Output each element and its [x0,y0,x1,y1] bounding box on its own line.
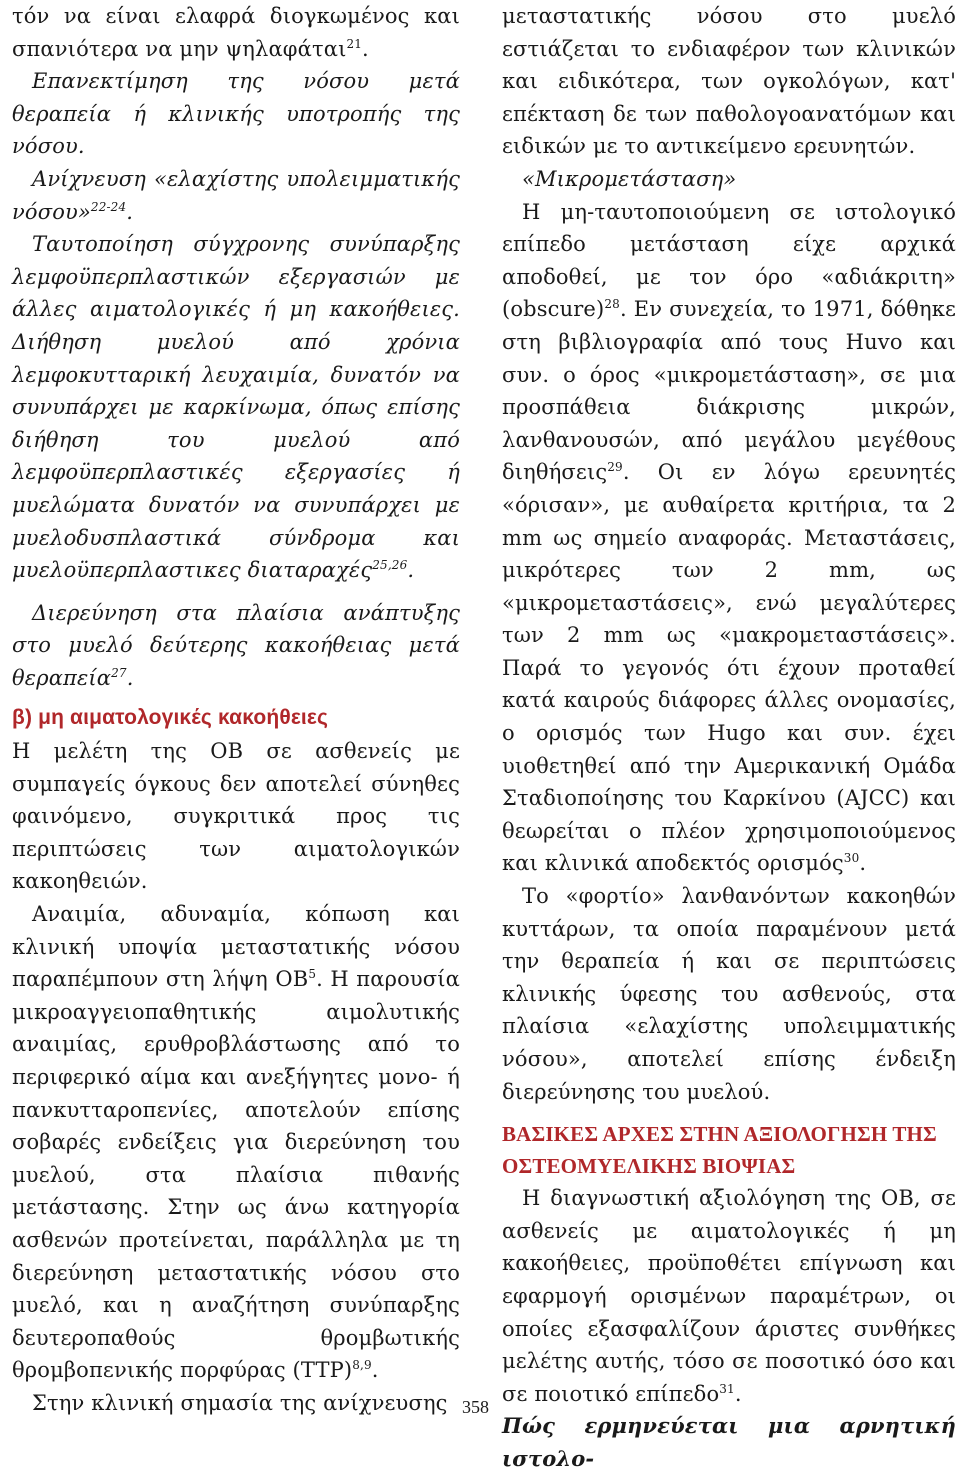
text: μεταστατικής νόσου στο μυελό εστιάζεται το ενδιαφέρον των κλινικών και ειδικότερα, των ογκολόγων, κατ' επέκταση δε των παθολογοανατόμων και ειδικών με το αντικείμενο ερευνητών. [502,4,956,159]
text: Η μελέτη της ΟΒ σε ασθενείς με συμπαγείς όγκους δεν αποτελεί σύνηθες φαινόμενο, συγκριτικά προς τις περιπτώσεις των αιματολογικών κακοηθειών. [12,739,460,894]
text: Η διαγνωστική αξιολόγηση της ΟΒ, σε ασθενείς με αιματολογικές ή μη κακοήθειες, προϋποθέτει επίγνωση και εφαρμογή ορισμένων παραμέτρων, οι οποίες εξασφαλίζουν άριστες συνθήκες μελέτης αυτής, τόσο σε ποσοτικό όσο και σε ποιοτικό επίπεδο [502,1186,956,1406]
paragraph: Ταυτοποίηση σύγχρονης συνύπαρξης λεμφοϋπερπλαστικών εξεργασιών με άλλες αιματολογικές ή μη κακοήθειες. Διήθηση μυελού από χρόνια λεμφοκυτταρική λευχαιμία, δυνατόν να συνυπάρχει με καρκίνωμα, όπως επίσης διήθηση του μυελού από λεμφοϋπερπλαστικές εξεργασίες ή μυελώματα δυνατόν να συνυπάρχει με μυελοδυσπλαστικά σύνδρομα και μυελοϋπερπλαστικες διαταραχές$^{25,26}$. [12,232,460,583]
subheading: «Μικρομετάσταση» [522,166,737,191]
paragraph [12,65,460,163]
text: Αναιμία, αδυναμία, κόπωση και κλινική υποψία μεταστατικής νόσου παραπέμπουν στη λήψη ΟΒ [12,902,460,992]
citation: 29 [607,460,623,475]
paragraph [12,735,460,898]
paragraph: Διερεύνηση στα πλαίσια ανάπτυξης στο μυελό δεύτερης κακοήθειας μετά θεραπεία$^{27}$. [12,600,460,690]
paragraph [502,0,956,163]
left-column [12,0,460,1420]
citation: 28 [604,297,620,312]
citation: 27 [111,665,127,680]
subheading: Πώς ερμηνεύεται μια αρνητική ιστολο- [502,1413,956,1471]
paragraph: τόν να είναι ελαφρά διογκωμένος και σπανιότερα να μην ψηλαφάται$^{21}$. [12,4,460,61]
citation: 8,9 [352,1358,372,1373]
paragraph: Η διαγνωστική αξιολόγηση της ΟΒ, σε ασθενείς με αιματολογικές ή μη κακοήθειες, προϋποθέτει επίγνωση και εφαρμογή ορισμένων παραμέτρων, οι οποίες εξασφαλίζουν άριστες συνθήκες μελέτης αυτής, τόσο σε ποσοτικό όσο και σε ποιοτικό επίπεδο$^{31}$. [502,1186,956,1406]
citation: 5 [308,967,317,982]
text: Διερεύνηση στα πλαίσια ανάπτυξης στο μυελό δεύτερης κακοήθειας μετά θεραπεία [12,600,460,690]
text: Το «φορτίο» λανθανόντων κακοηθών κυττάρων, τα οποία παραμένουν μετά την θεραπεία ή και σε περιπτώσεις κλινικής ύφεσης του ασθενούς, στα πλαίσια «ελαχίστης υπολειμματικής νόσου», αποτελεί επίσης ένδειξη διερεύνησης του μυελού. [502,884,956,1104]
text: Η μη-ταυτοποιούμενη σε ιστολογικό επίπεδο μετάσταση είχε αρχικά αποδοθεί, με τον όρο «αδιάκριτη» (obscure) [502,199,956,322]
page-number: 358 [462,1397,489,1417]
text: Ταυτοποίηση σύγχρονης συνύπαρξης λεμφοϋπερπλαστικών εξεργασιών με άλλες αιματολογικές ή μη κακοήθειες. Διήθηση μυελού από χρόνια λεμφοκυτταρική λευχαιμία, δυνατόν να συνυπάρχει με καρκίνωμα, όπως επίσης διήθηση του μυελού από λεμφοϋπερπλαστικές εξεργασίες ή μυελώματα δυνατόν να συνυπάρχει με μυελοδυσπλαστικά σύνδρομα και μυελοϋπερπλαστικες διαταραχές [12,232,460,583]
citation: 30 [843,851,860,866]
text: Ανίχνευση «ελαχίστης υπολειμματικής νόσου» [12,166,460,224]
text: . Εν συνεχεία, το 1971, δόθηκε στη βιβλιογραφία από τους Huvo και συν. ο όρος «μικρομετάσταση», σε μια προσπάθεια διάκρισης μικρών, λανθανουσών, από μεγάλου μεγέθους διηθήσεις [502,297,956,485]
paragraph: Αναιμία, αδυναμία, κόπωση και κλινική υποψία μεταστατικής νόσου παραπέμπουν στη λήψη $OB^5$. Η παρουσία μικροαγγειοπαθητικής αιμολυτικής αναιμίας, ερυθροβλάστωσης από το περιφερικό αίμα και ανεξήγητες μονο- ή πανκυτταροπενίες, αποτελούν επίσης σοβαρές ενδείξεις για διερεύνηση του μυελού, στα πλαίσια πιθανής μετάστασης. Στην ως άνω κατηγορία ασθενών προτείνεται, παράλληλα με τη διερεύνηση μεταστατικής νόσου στο μυελό, και η αναζήτηση συνύπαρξης δευτεροπαθούς θρομβωτικής θρομβοπενικής πορφύρας (TTP)$^{8,9}$. [12,902,460,1383]
right-column [502,0,956,1476]
paragraph [12,1387,460,1420]
paragraph: Ανίχνευση «ελαχίστης υπολειμματικής νόσου»$^{22-24}$. [12,166,460,224]
paragraph [502,880,956,1108]
text: Στην κλινική σημασία της ανίχνευσης [32,1390,448,1415]
text: . Οι εν λόγω ερευνητές «όρισαν», με αυθαίρετα κριτήρια, τα 2 mm ως σημείο αναφοράς. Μεταστάσεις, μικρότερες των 2 mm, ως «μικρομεταστάσεις», ενώ μεγαλύτερες των 2 mm ως «μακρομεταστάσεις». Παρά το γεγονός ότι έχουν προταθεί κατά καιρούς διάφορες άλλες ονομασίες, ο ορισμός των Hugo και συν. έχει υιοθετηθεί από την Αμερικανική Ομάδα Σταδιοποίησης του Καρκίνου (AJCC) και θεωρείται ο πλέον χρησιμοποιούμενος και κλινικά αποδεκτός ορισμός [502,460,956,876]
citation: 22-24 [90,199,127,214]
text: . Η παρουσία μικροαγγειοπαθητικής αιμολυτικής αναιμίας, ερυθροβλάστωσης από το περιφερικό αίμα και ανεξήγητες μονο- ή πανκυτταροπενίες, αποτελούν επίσης σοβαρές ενδείξεις για διερεύνηση του μυελού, στα πλαίσια πιθανής μετάστασης. Στην ως άνω κατηγορία ασθενών προτείνεται, παράλληλα με τη διερεύνηση μεταστατικής νόσου στο μυελό, και η αναζήτηση συνύπαρξης δευτεροπαθούς θρομβωτικής θρομβοπενικής πορφύρας (TTP) [12,967,460,1383]
citation: 21 [346,36,363,51]
section-heading: β) μη αιματολογικές κακοήθειες [12,706,329,730]
citation: 25,26 [372,558,408,573]
citation: 31 [719,1381,735,1396]
paragraph: Η μη-ταυτοποιούμενη σε ιστολογικό επίπεδο μετάσταση είχε αρχικά αποδοθεί, με τον όρο «αδιάκριτη» (obscure)$^{28}$. Εν συνεχεία, το 1971, δόθηκε στη βιβλιογραφία από τους Huvo και συν. ο όρος «μικρομετάσταση», σε μια προσπάθεια διάκρισης μικρών, λανθανουσών, από μεγάλου μεγέθους διηθήσεις$^{29}$. Οι εν λόγω ερευνητές «όρισαν», με αυθαίρετα κριτήρια, τα 2 mm ως σημείο αναφοράς. Μεταστάσεις, μικρότερες των 2 mm, ως «μικρομεταστάσεις», ενώ μεγαλύτερες των 2 mm ως «μακρομεταστάσεις». Παρά το γεγονός ότι έχουν προταθεί κατά καιρούς διάφορες άλλες ονομασίες, ο ορισμός των Hugo και συν. έχει υιοθετηθεί από την Αμερικανική Ομάδα Σταδιοποίησης του Καρκίνου (AJCC) και θεωρείται ο πλέον χρησιμοποιούμενος και κλινικά αποδεκτός ορισμός$^{30}$. [502,199,956,876]
text: Επανεκτίμηση της νόσου μετά θεραπεία ή κλινικής υποτροπής της νόσου. [12,69,460,159]
section-heading: ΒΑΣΙΚΕΣ ΑΡΧΕΣ ΣΤΗΝ ΑΞΙΟΛΟΓΗΣΗ ΤΗΣ ΟΣΤΕΟΜΥΕΛΙΚΗΣ ΒΙΟΨΙΑΣ [502,1122,937,1179]
text: τόν να είναι ελαφρά διογκωμένος και σπανιότερα να μην ψηλαφάται [12,4,460,61]
